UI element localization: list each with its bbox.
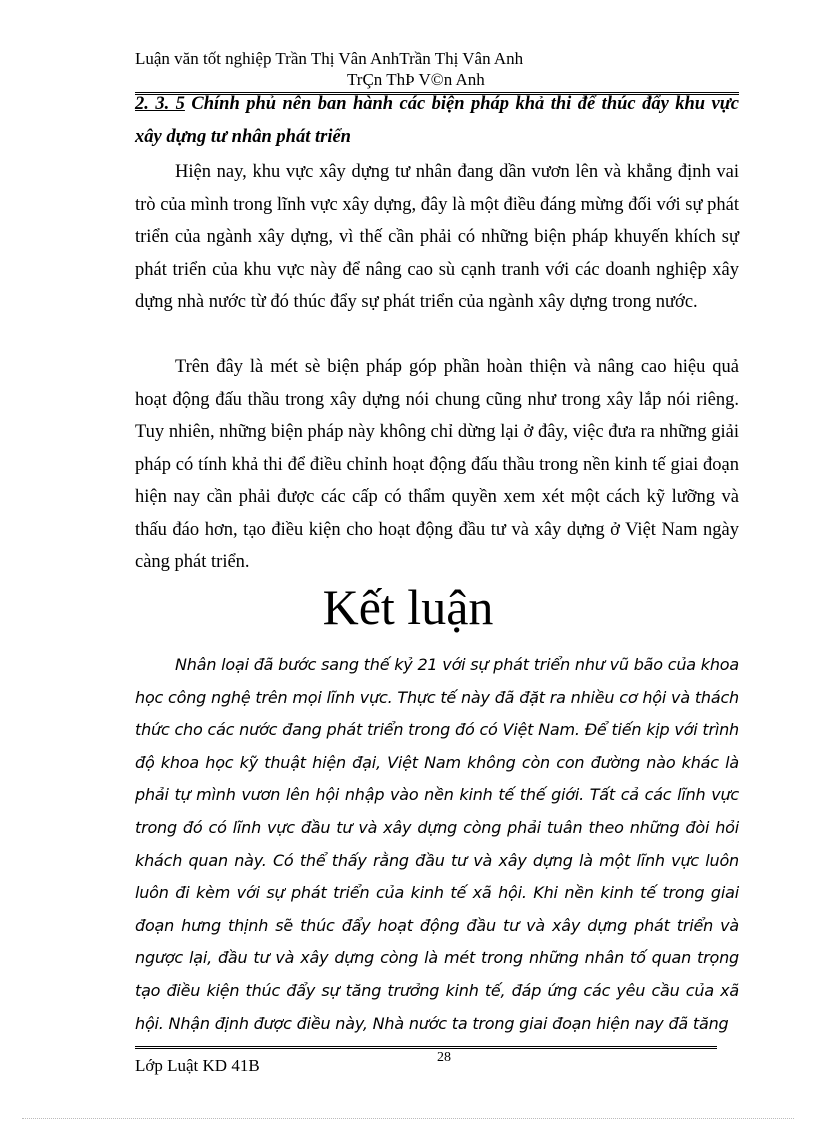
conclusion-title: Kết luận: [322, 579, 494, 635]
running-header-line1: Luận văn tốt nghiệp Trần Thị Vân AnhTrần Thị Vân Anh: [135, 49, 524, 68]
page-edge-divider: [22, 1118, 794, 1119]
footer-class-label: Lớp Luật KD 41B: [135, 1056, 260, 1075]
section-number: 2. 3. 5: [135, 94, 185, 114]
conclusion-paragraph: Nhân loại đã bước sang thế kỷ 21 với sự phát triển như vũ bão của khoa học công nghệ trên mọi lĩnh vực. Thực tế này đã đặt ra nhiều cơ hội và thách thức cho các nước đang phát triển trong đó có Việt Nam. Để tiến kịp với trình độ khoa học kỹ thuật hiện đại, Việt Nam không còn con đường nào khác là phải tự mình vươn lên hội nhập vào nền kinh tế thế giới. Tất cả các lĩnh vực trong đó có lĩnh vực đầu tư và xây dựng còng phải tuân theo những đòi hỏi khách quan này. Có thể thấy rằng đầu tư và xây dựng là một lĩnh vực luôn luôn đi kèm với sự phát triển của kinh tế xã hội. Khi nền kinh tế trong giai đoạn hưng thịnh sẽ thúc đẩy hoạt động đầu tư và xây dựng phát triển và ngược lại, đầu tư và xây dựng còng là mét trong những nhân tố quan trọng tạo điều kiện thúc đẩy sự tăng trưởng kinh tế, đáp ứng các yêu cầu của xã hội. Nhận định được điều này, Nhà nước ta trong giai đoạn hiện nay đã tăng: [135, 655, 739, 1033]
section-title: Chính phủ nên ban hành các biện pháp khả thi để thúc đẩy khu vực xây dựng tư nhân phát triển: [135, 94, 740, 147]
body-paragraph-2: Trên đây là mét sè biện pháp góp phần hoàn thiện và nâng cao hiệu quả hoạt động đấu thầu trong xây dựng nói chung cũng như trong xây lắp nói riêng. Tuy nhiên, những biện pháp này không chỉ dừng lại ở đây, việc đưa ra những giải pháp có tính khả thi để điều chỉnh hoạt động đấu thầu trong nền kinh tế giai đoạn hiện nay cần phải được các cấp có thẩm quyền xem xét một cách kỹ lưỡng và thấu đáo hơn, tạo điều kiện cho hoạt động đầu tư và xây dựng ở Việt Nam ngày càng phát triển.: [135, 357, 739, 572]
section-heading: [135, 88, 739, 154]
body-paragraph-1: Hiện nay, khu vực xây dựng tư nhân đang dần vươn lên và khẳng định vai trò của mình trong lĩnh vực xây dựng, đây là một điều đáng mừng đối với sự phát triển của ngành xây dựng, vì thế cần phải có những biện pháp khuyến khích sự phát triển của khu vực này để nâng cao sù cạnh tranh với các doanh nghiệp xây dựng nhà nước từ đó thúc đẩy sự phát triển của ngành xây dựng trong nước.: [135, 162, 739, 312]
footer-divider: [135, 1046, 717, 1049]
page-number: 28: [437, 1050, 451, 1065]
running-header-line2: TrÇn ThÞ V©n Anh: [347, 70, 485, 89]
